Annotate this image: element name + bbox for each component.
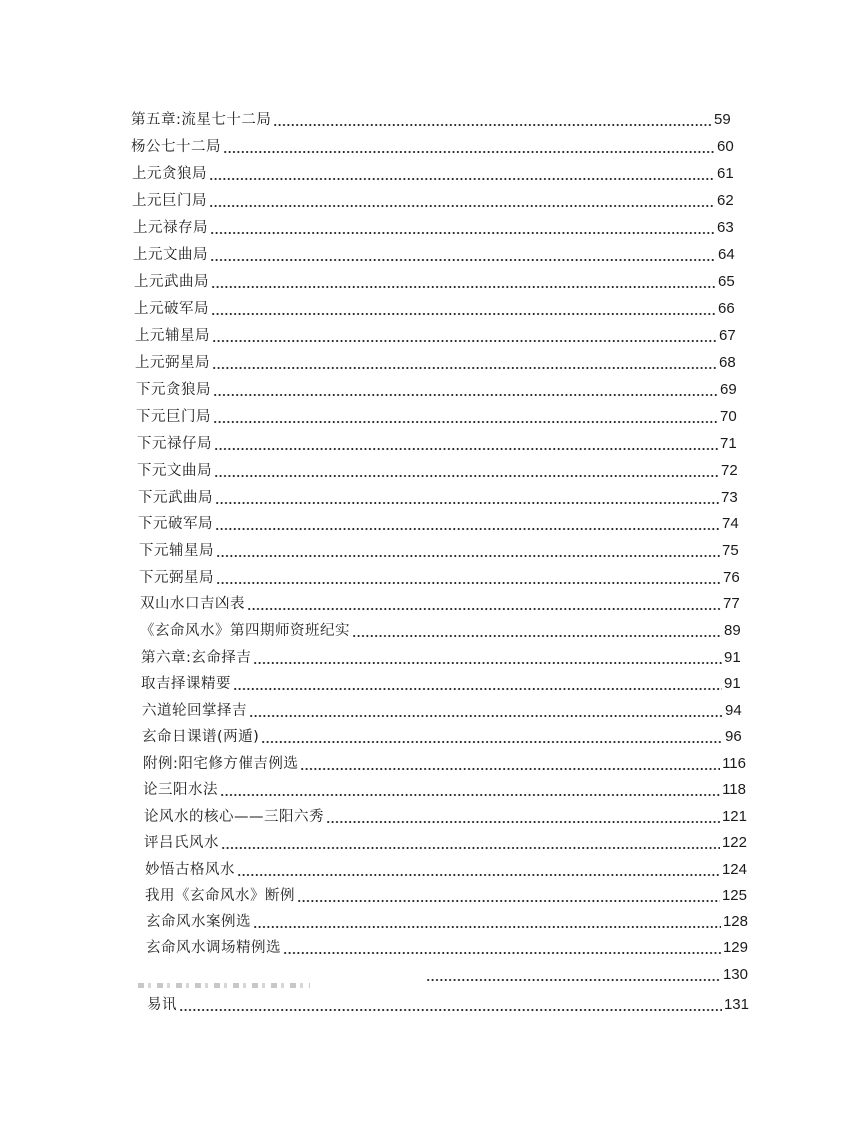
- toc-entry-page: 70: [720, 408, 737, 425]
- toc-entry-page: 91: [724, 649, 741, 666]
- toc-entry: [137, 430, 740, 454]
- dot-leader: [237, 860, 720, 880]
- toc-entry-page: 59: [714, 111, 731, 128]
- toc-entry-title: 上元贪狼局: [132, 166, 207, 182]
- toc-entry-page: 122: [721, 834, 747, 851]
- toc-entry: [133, 241, 738, 265]
- toc-entry: [143, 750, 746, 774]
- toc-entry-page: 131: [723, 996, 749, 1013]
- dot-leader: [210, 245, 716, 265]
- dot-leader: [297, 886, 720, 906]
- toc-entry: [131, 133, 737, 157]
- dot-leader: [209, 164, 715, 184]
- dot-leader: [213, 407, 718, 427]
- toc-entry: [145, 856, 747, 880]
- dot-leader: [426, 965, 721, 985]
- dot-leader: [261, 727, 723, 747]
- toc-entry: [142, 723, 745, 747]
- toc-entry-title: 妙悟古格风水: [145, 862, 235, 878]
- toc-entry: [140, 590, 743, 614]
- dot-leader: [223, 137, 715, 157]
- toc-entry-page: 89: [724, 622, 741, 639]
- toc-entry-page: 75: [722, 542, 739, 559]
- toc-entry: [147, 991, 749, 1015]
- toc-entry-title: 我用《玄命风水》断例: [145, 888, 295, 904]
- dot-leader: [213, 380, 718, 400]
- toc-entry-title: 第五章:流星七十二局: [131, 112, 272, 128]
- dot-leader: [179, 995, 722, 1015]
- toc-entry-title: 取吉择课精要: [141, 676, 231, 692]
- dot-leader: [211, 272, 716, 292]
- toc-entry: [144, 829, 747, 853]
- toc-entry-page: 96: [725, 728, 742, 745]
- toc-entry: [141, 644, 744, 668]
- toc-entry-title: 《玄命风水》第四期师资班纪实: [140, 623, 350, 639]
- toc-entry: [134, 295, 738, 319]
- toc-entry-title: 下元辅星局: [139, 543, 214, 559]
- toc-entry-title: 上元弼星局: [135, 355, 210, 371]
- toc-entry-title: 上元巨门局: [132, 193, 207, 209]
- toc-entry-title: 玄命日课谱(两遁): [142, 729, 260, 745]
- dot-leader: [247, 594, 721, 614]
- toc-entry-page: 73: [721, 489, 738, 506]
- toc-entry-page: 64: [718, 246, 735, 263]
- toc-entry-page: 65: [718, 273, 735, 290]
- toc-entry-page: 62: [717, 192, 734, 209]
- dot-leader: [283, 938, 721, 958]
- dot-leader: [249, 701, 723, 721]
- toc-entry: [144, 803, 747, 827]
- toc-entry-title: 杨公七十二局: [131, 139, 221, 155]
- toc-entry-title: 上元禄存局: [133, 220, 208, 236]
- toc-entry-page: 124: [721, 861, 747, 878]
- toc-entry-page: 130: [722, 966, 748, 983]
- toc-entry: [133, 214, 737, 238]
- toc-entry-page: 72: [721, 462, 738, 479]
- toc-entry-title: 六道轮回掌择吉: [142, 703, 247, 719]
- toc-entry-title: 下元破军局: [138, 516, 213, 532]
- dot-leader: [215, 514, 720, 534]
- toc-entry-title: 下元弼星局: [139, 570, 214, 586]
- dot-leader: [216, 541, 720, 561]
- toc-entry-page: 76: [723, 569, 740, 586]
- toc-entry-title: 易讯: [147, 997, 177, 1013]
- toc-entry-page: 66: [718, 300, 735, 317]
- toc-entry-page: 125: [721, 887, 747, 904]
- toc-entry-title: 论风水的核心——三阳六秀: [144, 809, 324, 825]
- dot-leader: [273, 110, 712, 130]
- toc-entry: [136, 376, 740, 400]
- toc-entry-page: 129: [722, 939, 748, 956]
- toc-entry: [146, 934, 748, 958]
- dot-leader: [221, 833, 720, 853]
- toc-entry: [139, 537, 742, 561]
- toc-entry: [424, 961, 748, 985]
- toc-entry: [146, 908, 748, 932]
- illegible-cut-off-line: [138, 983, 310, 988]
- dot-leader: [216, 568, 721, 588]
- toc-entry-title: 上元辅星局: [135, 328, 210, 344]
- toc-entry: [138, 484, 741, 508]
- toc-entry: [137, 457, 741, 481]
- toc-entry-title: 下元武曲局: [138, 490, 213, 506]
- toc-entry-title: 下元贪狼局: [136, 382, 211, 398]
- toc-entry-page: 121: [721, 808, 747, 825]
- toc-entry: [141, 670, 744, 694]
- toc-entry-page: 94: [725, 702, 742, 719]
- dot-leader: [215, 488, 719, 508]
- toc-entry-page: 69: [720, 381, 737, 398]
- toc-entry-title: 论三阳水法: [143, 782, 218, 798]
- toc-entry: [139, 564, 743, 588]
- toc-entry-page: 91: [724, 675, 741, 692]
- toc-entry-title: 下元文曲局: [137, 463, 212, 479]
- dot-leader: [253, 912, 721, 932]
- dot-leader: [352, 621, 722, 641]
- toc-entry: [140, 617, 744, 641]
- toc-entry-title: 玄命风水调场精例选: [146, 940, 281, 956]
- toc-entry-page: 118: [722, 781, 746, 798]
- dot-leader: [212, 326, 717, 346]
- toc-entry: [131, 106, 734, 130]
- dot-leader: [214, 461, 719, 481]
- toc-entry: [136, 403, 740, 427]
- dot-leader: [253, 648, 722, 668]
- toc-entry-page: 74: [722, 515, 739, 532]
- toc-entry-page: 116: [722, 755, 746, 772]
- dot-leader: [326, 807, 720, 827]
- dot-leader: [212, 353, 717, 373]
- dot-leader: [300, 754, 720, 774]
- toc-entry-title: 下元禄仔局: [137, 436, 212, 452]
- toc-entry-page: 77: [723, 595, 740, 612]
- toc-entry-title: 玄命风水案例选: [146, 914, 251, 930]
- toc-entry-title: 下元巨门局: [136, 409, 211, 425]
- toc-entry-page: 61: [717, 165, 734, 182]
- toc-entry-page: 63: [717, 219, 734, 236]
- toc-entry-page: 128: [722, 913, 748, 930]
- toc-entry: [142, 697, 745, 721]
- toc-entry: [134, 268, 738, 292]
- dot-leader: [210, 218, 715, 238]
- dot-leader: [209, 191, 715, 211]
- toc-entry-title: 附例:阳宅修方催吉例选: [143, 756, 299, 772]
- dot-leader: [233, 674, 722, 694]
- toc-entry-title: 双山水口吉凶表: [140, 596, 245, 612]
- toc-entry: [132, 160, 737, 184]
- dot-leader: [214, 434, 718, 454]
- toc-entry: [135, 322, 739, 346]
- toc-entry: [145, 882, 747, 906]
- dot-leader: [220, 780, 720, 800]
- toc-entry-page: 71: [720, 435, 737, 452]
- toc-entry-title: 第六章:玄命择吉: [141, 650, 252, 666]
- toc-entry-page: 67: [719, 327, 736, 344]
- toc-entry-page: 60: [717, 138, 734, 155]
- toc-entry-page: 68: [719, 354, 736, 371]
- toc-entry: [138, 510, 742, 534]
- toc-entry-title: 上元文曲局: [133, 247, 208, 263]
- toc-entry-title: 上元破军局: [134, 301, 209, 317]
- toc-entry-title: 上元武曲局: [134, 274, 209, 290]
- toc-entry: [143, 776, 746, 800]
- toc-entry: [135, 349, 739, 373]
- toc-entry: [132, 187, 737, 211]
- dot-leader: [211, 299, 716, 319]
- toc-entry-title: 评吕氏风水: [144, 835, 219, 851]
